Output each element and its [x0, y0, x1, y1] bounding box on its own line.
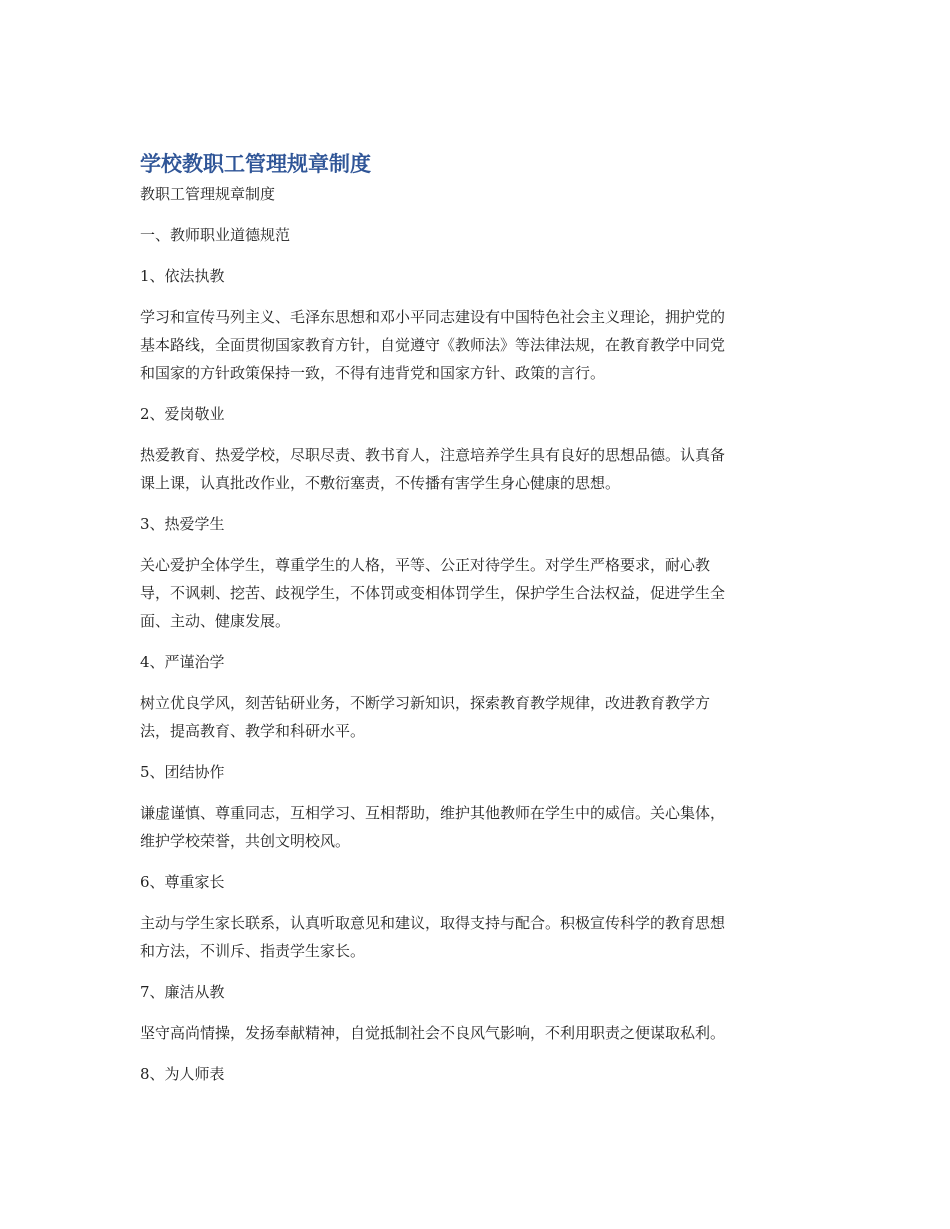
item-paragraph [140, 689, 810, 745]
item-6 [140, 868, 810, 965]
paragraph-line: 树立优良学风，刻苦钻研业务，不断学习新知识，探索教育教学规律，改进教育教学方 [140, 694, 711, 712]
paragraph-line: 关心爱护全体学生，尊重学生的人格，平等、公正对待学生。对学生严格要求，耐心教 [140, 556, 711, 574]
paragraph-line: 谦虚谨慎、尊重同志，互相学习、互相帮助，维护其他教师在学生中的威信。关心集体， [140, 804, 726, 822]
paragraph-line: 基本路线，全面贯彻国家教育方针，自觉遵守《教师法》等法律法规，在教育教学中同党 [140, 336, 726, 354]
paragraph-line: 学习和宣传马列主义、毛泽东思想和邓小平同志建设有中国特色社会主义理论，拥护党的 [140, 308, 726, 326]
item-paragraph [140, 303, 810, 387]
item-paragraph [140, 441, 810, 497]
item-3 [140, 510, 810, 635]
item-paragraph [140, 799, 810, 855]
item-heading: 8、为人师表 [140, 1065, 225, 1083]
document-title: 学校教职工管理规章制度 [140, 152, 371, 176]
item-heading: 1、依法执教 [140, 267, 225, 285]
item-2 [140, 400, 810, 497]
document-subtitle: 教职工管理规章制度 [140, 185, 276, 203]
item-heading: 2、爱岗敬业 [140, 405, 225, 423]
item-heading: 3、热爱学生 [140, 515, 225, 533]
paragraph-line: 面、主动、健康发展。 [140, 612, 291, 630]
item-heading: 7、廉洁从教 [140, 983, 225, 1001]
item-8 [140, 1060, 810, 1088]
item-heading: 5、团结协作 [140, 763, 225, 781]
paragraph-line: 和方法，不训斥、指责学生家长。 [140, 942, 366, 960]
document-page [140, 148, 810, 1101]
item-paragraph [140, 909, 810, 965]
item-5 [140, 758, 810, 855]
item-4 [140, 648, 810, 745]
item-heading: 4、严谨治学 [140, 653, 225, 671]
item-paragraph [140, 1019, 810, 1047]
paragraph-line: 导，不讽刺、挖苦、歧视学生，不体罚或变相体罚学生，保护学生合法权益，促进学生全 [140, 584, 726, 602]
paragraph-line: 坚守高尚情操，发扬奉献精神，自觉抵制社会不良风气影响，不利用职责之便谋取私利。 [140, 1024, 726, 1042]
paragraph-line: 维护学校荣誉，共创文明校风。 [140, 832, 351, 850]
paragraph-line: 和国家的方针政策保持一致，不得有违背党和国家方针、政策的言行。 [140, 364, 606, 382]
item-1 [140, 262, 810, 387]
item-heading: 6、尊重家长 [140, 873, 225, 891]
paragraph-line: 主动与学生家长联系，认真听取意见和建议，取得支持与配合。积极宣传科学的教育思想 [140, 914, 726, 932]
section-heading: 一、教师职业道德规范 [140, 226, 291, 244]
item-7 [140, 978, 810, 1047]
paragraph-line: 法，提高教育、教学和科研水平。 [140, 722, 366, 740]
paragraph-line: 热爱教育、热爱学校，尽职尽责、教书育人，注意培养学生具有良好的思想品德。认真备 [140, 446, 726, 464]
item-paragraph [140, 551, 810, 635]
paragraph-line: 课上课，认真批改作业，不敷衍塞责，不传播有害学生身心健康的思想。 [140, 474, 621, 492]
